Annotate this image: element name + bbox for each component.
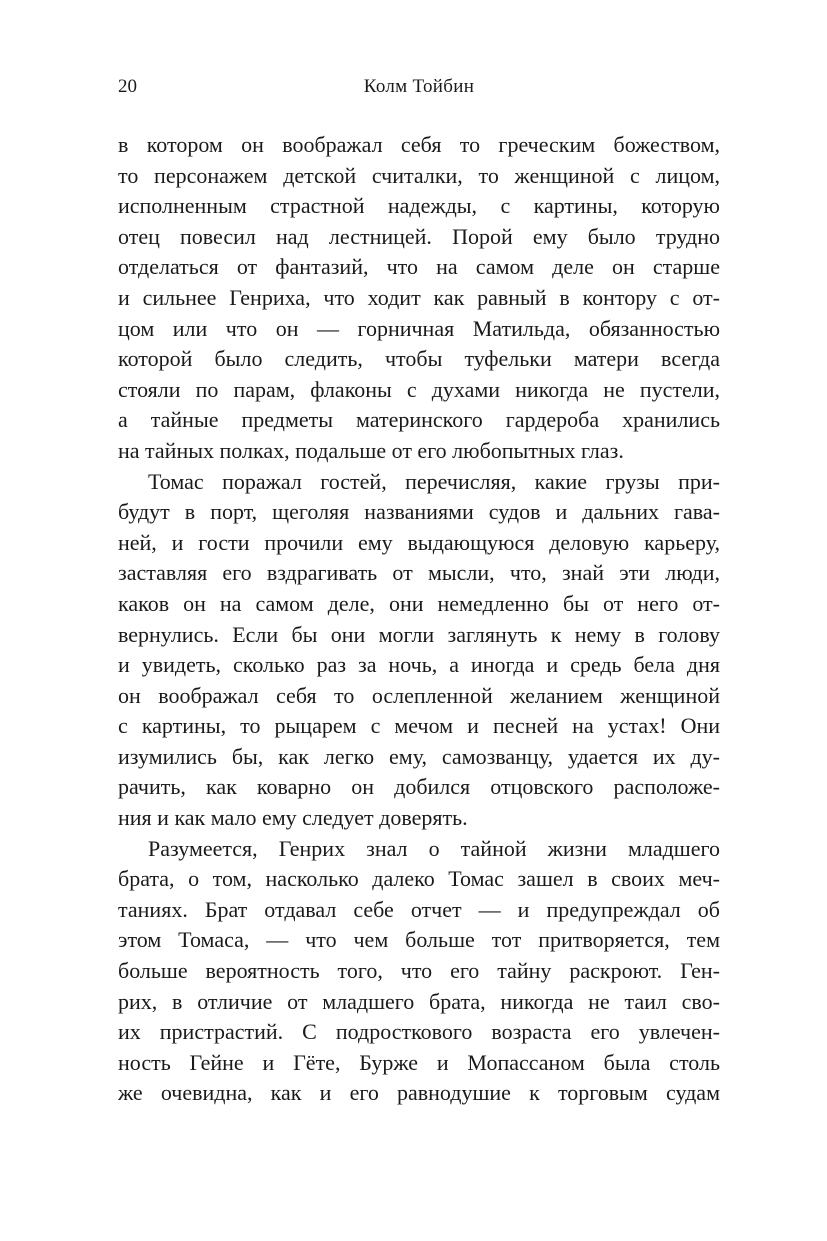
text-line: стояли по парам, флаконы с духами никогда не пустели, bbox=[118, 376, 720, 402]
text-line: этом Томаса, — что чем больше тот притворяется, тем bbox=[118, 927, 720, 953]
text-line: же очевидна, как и его равнодушие к торговым судам bbox=[118, 1080, 720, 1106]
text-line: которой было следить, чтобы туфельки матери всегда bbox=[118, 346, 720, 372]
text-line: цом или что он — горничная Матильда, обязанностью bbox=[118, 315, 720, 341]
text-line: и увидеть, сколько раз за ночь, а иногда и средь бела дня bbox=[118, 652, 720, 678]
text-line: Томас поражал гостей, перечисляя, какие грузы при- bbox=[148, 468, 720, 494]
text-line: то персонажем детской считалки, то женщиной с лицом, bbox=[118, 162, 720, 188]
text-line: а тайные предметы материнского гардероба хранились bbox=[118, 407, 720, 433]
text-line: он воображал себя то ослепленной желанием женщиной bbox=[118, 682, 720, 708]
paragraph-3 bbox=[118, 834, 720, 1109]
text-line: заставляя его вздрагивать от мысли, что, знай эти люди, bbox=[118, 560, 720, 586]
text-line: с картины, то рыцарем с мечом и песней на устах! Они bbox=[118, 713, 720, 739]
text-line: ния и как мало ему следует доверять. bbox=[118, 805, 468, 831]
text-line: и сильнее Генриха, что ходит как равный в контору с от- bbox=[118, 284, 720, 310]
paragraph-2 bbox=[118, 467, 720, 834]
body-text bbox=[118, 130, 720, 1109]
text-line: на тайных полках, подальше от его любопытных глаз. bbox=[118, 437, 624, 463]
page-number: 20 bbox=[118, 76, 137, 97]
text-line: будут в порт, щеголяя названиями судов и дальних гава- bbox=[118, 499, 720, 525]
text-line: рачить, как коварно он добился отцовского расположе- bbox=[118, 774, 720, 800]
text-line: Разумеется, Генрих знал о тайной жизни младшего bbox=[148, 835, 720, 861]
text-line: больше вероятность того, что его тайну раскроют. Ген- bbox=[118, 958, 720, 984]
text-line: брата, о том, насколько далеко Томас зашел в своих меч- bbox=[118, 866, 720, 892]
text-line: исполненным страстной надежды, с картины, которую bbox=[118, 193, 720, 219]
page-header bbox=[118, 72, 720, 102]
text-line: их пристрастий. С подросткового возраста его увлечен- bbox=[118, 1019, 720, 1045]
text-line: рих, в отличие от младшего брата, никогда не таил сво- bbox=[118, 988, 720, 1014]
text-line: в котором он воображал себя то греческим божеством, bbox=[118, 132, 720, 157]
text-line: отделаться от фантазий, что на самом деле он старше bbox=[118, 254, 720, 280]
text-line: изумились бы, как легко ему, самозванцу, удается их ду- bbox=[118, 743, 720, 769]
text-line: отец повесил над лестницей. Порой ему было трудно bbox=[118, 223, 720, 249]
paragraph-1 bbox=[118, 130, 720, 467]
text-line: ней, и гости прочили ему выдающуюся деловую карьеру, bbox=[118, 529, 720, 555]
running-title: Колм Тойбин bbox=[363, 76, 475, 97]
text-line: ность Гейне и Гёте, Бурже и Мопассаном была столь bbox=[118, 1049, 720, 1075]
text-line: таниях. Брат отдавал себе отчет — и предупреждал об bbox=[118, 896, 720, 922]
text-line: каков он на самом деле, они немедленно бы от него от- bbox=[118, 590, 720, 616]
text-line: вернулись. Если бы они могли заглянуть к нему в голову bbox=[118, 621, 720, 647]
